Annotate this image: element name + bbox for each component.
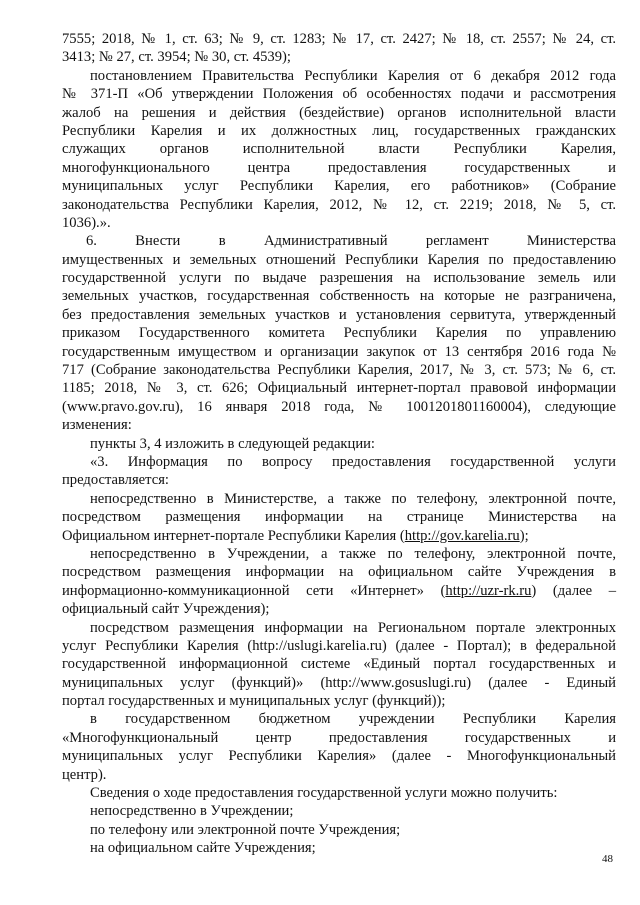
text-line: [62, 729, 616, 747]
text-line: [62, 30, 616, 48]
line-text: «Многофункциональный центр предоставления государственных и: [62, 729, 616, 746]
text-line: [62, 600, 616, 618]
line-text: государственной услуги по выдаче разрешения на использование земель или: [62, 270, 616, 287]
line-text: посредством размещения информации на официальном сайте Учреждения в: [62, 564, 616, 581]
line-text: посредством размещения информации на странице Министерства на: [62, 509, 616, 526]
line-text: имущественных и земельных отношений Республики Карелия по предоставлению: [62, 251, 616, 268]
text-line: [62, 710, 616, 728]
text-line: [62, 361, 616, 379]
text-line: [62, 747, 616, 765]
text-line: [62, 766, 616, 784]
text-line: [62, 508, 616, 526]
text-line: [62, 582, 616, 600]
line-text: на официальном сайте Учреждения;: [90, 840, 316, 857]
text-line: [62, 140, 616, 158]
text-line: [62, 545, 616, 563]
text-line: [62, 343, 616, 361]
line-text: земельных участков, государственная собственность на которые не разграничена,: [62, 288, 616, 305]
line-text: информационно-коммуникационной сети «Интернет» (: [62, 582, 446, 599]
text-line: [62, 177, 616, 195]
text-line: [62, 839, 616, 857]
line-text: муниципальных услуг (функций)» (http://www.gosuslugi.ru) (далее - Единый: [62, 674, 616, 691]
text-line: [62, 122, 616, 140]
line-text: 1185; 2018, № 3, ст. 626; Официальный интернет-портал правовой информации: [62, 380, 616, 397]
line-text: портал государственных и муниципальных услуг (функций));: [62, 693, 446, 710]
text-line: [62, 490, 616, 508]
line-text: Сведения о ходе предоставления государственной услуги можно получить:: [90, 785, 558, 802]
line-text: непосредственно в Министерстве, а также по телефону, электронной почте,: [90, 490, 616, 507]
text-line: [62, 435, 616, 453]
hyperlink[interactable]: http://uzr-rk.ru: [445, 582, 532, 599]
text-line: [62, 287, 616, 305]
page-number: 48: [602, 853, 613, 865]
line-text: 717 (Собрание законодательства Республики Карелия, 2017, № 3, ст. 573; № 6, ст.: [62, 362, 616, 379]
text-line: [62, 416, 616, 434]
text-line: [62, 637, 616, 655]
text-line: [62, 196, 616, 214]
line-text: 6. Внести в Административный регламент Министерства: [86, 233, 616, 250]
text-line: [62, 692, 616, 710]
line-text: изменения:: [62, 417, 132, 434]
line-text: муниципальных услуг Республики Карелия, его работников» (Собрание: [62, 178, 616, 195]
line-text-after-link: ) (далее –: [531, 582, 616, 599]
line-text: услуг Республики Карелия (http://uslugi.karelia.ru) (далее - Портал); в федеральной: [62, 637, 616, 654]
line-text-after-link: );: [519, 527, 529, 544]
text-line: [62, 527, 616, 545]
line-text: центр).: [62, 766, 107, 783]
line-text: посредством размещения информации на Региональном портале электронных: [90, 619, 616, 636]
line-text: в государственном бюджетном учреждении Республики Карелия: [90, 711, 616, 728]
text-line: [62, 251, 616, 269]
line-text: без предоставления земельных участков и установления сервитута, утвержденный: [62, 306, 616, 323]
text-line: [62, 821, 616, 839]
text-line: [62, 85, 616, 103]
line-text: муниципальных услуг Республики Карелия» (далее - Многофункциональный: [62, 748, 616, 765]
line-text: (www.pravo.gov.ru), 16 января 2018 года, № 1001201801160004), следующие: [62, 398, 616, 415]
line-text: законодательства Республики Карелия, 2012, № 12, ст. 2219; 2018, № 5, ст.: [62, 196, 616, 213]
line-text: 1036).».: [62, 214, 111, 231]
line-text: № 371-П «Об утверждении Положения об особенностях подачи и рассмотрения: [62, 86, 616, 103]
text-line: [62, 214, 616, 232]
text-line: [62, 674, 616, 692]
text-line: [62, 453, 616, 471]
line-text: Официальном интернет-портале Республики Карелия (: [62, 527, 405, 544]
line-text: предоставляется:: [62, 472, 169, 489]
text-line: [62, 48, 616, 66]
line-text: постановлением Правительства Республики Карелия от 6 декабря 2012 года: [90, 67, 616, 84]
text-line: [62, 67, 616, 85]
line-text: служащих органов исполнительной власти Республики Карелия,: [62, 141, 616, 158]
text-line: [62, 563, 616, 581]
text-line: [62, 802, 616, 820]
text-line: [62, 471, 616, 489]
line-text: жалоб на решения и действия (бездействие) органов исполнительной власти: [62, 104, 616, 121]
text-line: [62, 269, 616, 287]
line-text: официальный сайт Учреждения);: [62, 601, 270, 618]
text-line: [62, 379, 616, 397]
line-text: 7555; 2018, № 1, ст. 63; № 9, ст. 1283; № 17, ст. 2427; № 18, ст. 2557; № 24, ст.: [62, 31, 616, 47]
line-text: непосредственно в Учреждении;: [90, 803, 294, 820]
text-line: [62, 398, 616, 416]
document-body: [62, 30, 616, 858]
text-line: [62, 619, 616, 637]
text-line: [62, 784, 616, 802]
line-text: непосредственно в Учреждении, а также по телефону, электронной почте,: [90, 545, 616, 562]
text-line: [62, 655, 616, 673]
line-text: «3. Информация по вопросу предоставления государственной услуги: [90, 453, 616, 470]
text-line: [62, 104, 616, 122]
line-text: государственным имуществом и организации закупок от 13 сентября 2016 года №: [62, 343, 616, 360]
text-line: [62, 159, 616, 177]
hyperlink[interactable]: http://gov.karelia.ru: [404, 527, 520, 544]
line-text: 3413; № 27, ст. 3954; № 30, ст. 4539);: [62, 49, 291, 66]
line-text: по телефону или электронной почте Учреждения;: [90, 821, 401, 838]
text-line: [62, 232, 616, 250]
line-text: многофункционального центра предоставления государственных и: [62, 159, 616, 176]
line-text: приказом Государственного комитета Республики Карелия по управлению: [62, 325, 616, 342]
text-line: [62, 306, 616, 324]
text-line: [62, 324, 616, 342]
line-text: пункты 3, 4 изложить в следующей редакции:: [90, 435, 375, 452]
line-text: Республики Карелия и их должностных лиц, государственных гражданских: [62, 122, 616, 139]
line-text: государственной информационной системе «Единый портал государственных и: [62, 656, 616, 673]
